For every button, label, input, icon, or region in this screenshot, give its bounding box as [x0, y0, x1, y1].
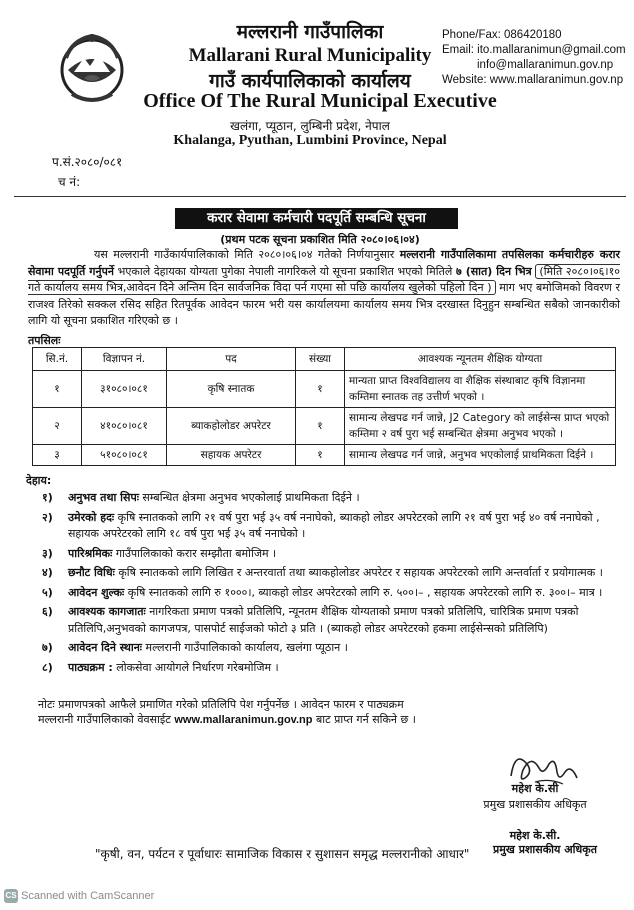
- list-item: [42, 546, 622, 563]
- row-sn: २: [33, 408, 82, 445]
- address-nepali: खलंगा, प्यूठान, लुम्बिनी प्रदेश, नेपाल: [230, 119, 390, 133]
- note-label: आवेदन शुल्कः: [68, 585, 125, 599]
- address-english: Khalanga, Pyuthan, Lumbini Province, Nepal: [173, 133, 447, 148]
- col-vigyapan: विज्ञापन नं.: [82, 348, 167, 371]
- camscanner-icon: CS: [4, 889, 18, 903]
- notice-subtitle: (प्रथम पटक सूचना प्रकाशित मिति २०८०।०६।०४): [220, 233, 420, 246]
- patra-sankhya: प.सं.२०८०/०८१: [52, 155, 123, 169]
- footnote-line2-a: मल्लरानी गाउँपालिकाको वेवसाईट: [38, 713, 171, 726]
- list-item: [42, 565, 622, 582]
- notice-p4: माग भए बमोजिमको विवरण र राजश्व तिरेको सक्कल रसिद सहित रितपूर्वक आवेदन फारम भरी यस कार्यालयमा कार्यालय समय भित्र दरखास्त दिनुहुन सम्बन्धित सबैको जानकारीको लागि यो सूचना प्रकाशित गरिएको छ ।: [28, 281, 620, 327]
- note-text: गाउँपालिकाको करार सम्झौता बमोजिम ।: [115, 546, 277, 560]
- email-primary[interactable]: Email: ito.mallaranimun@gmail.com: [442, 44, 626, 56]
- list-item: [42, 585, 622, 602]
- notice-body: [28, 247, 620, 330]
- municipality-motto: "कृषी, वन, पर्यटन र पूर्वाधारः सामाजिक विकास र सुशासन समृद्ध मल्लरानीको आधार": [95, 847, 470, 861]
- signatory-designation: प्रमुख प्रशासकीय अधिकृत: [483, 798, 587, 811]
- row-yogyata: सामान्य लेखपढ गर्न जान्ने, J2 Category को लाईसेन्स प्राप्त भएको कम्तिमा २ वर्ष पुरा भई सम्बन्धित क्षेत्रमा अनुभव भएको ।: [345, 408, 616, 445]
- notice-p2: भएकाले देहायका योग्यता पुगेका नेपाली नागरिकले यो सूचना प्रकाशित भएको मितिले: [117, 264, 453, 278]
- notes-list: [42, 490, 622, 679]
- note-label: आवेदन दिने स्थानः: [68, 641, 143, 654]
- note-label: पाठ्यक्रम :: [68, 660, 113, 674]
- note-text: नागरिकता प्रमाण पत्रको प्रतिलिपि, न्यूनतम शैक्षिक योग्यताको प्रमाण पत्रको प्रतिलिपि, चारित्रिक प्रमाण पत्रको प्रतिलिपि,अनुभवको कागजपत्र, पासपोर्ट साईजको फोटो ३ प्रति । (ब्याकहो लोडर अपरेटरको हकमा लाईसेन्सको प्रतिलिपि): [68, 605, 579, 635]
- org-name-english: Mallarani Rural Municipality: [188, 45, 432, 66]
- notice-date-box: (मिति २०८०।०६।१० गते कार्यालय समय भित्र,आवेदन दिने अन्तिम दिन सार्वजनिक विदा पर्न गएमा सो पछि कार्यालय खुलेको पहिलो दिन ): [28, 264, 621, 294]
- reference-block: [52, 152, 122, 192]
- scanner-text: Scanned with CamScanner: [21, 889, 155, 902]
- row-sankhya: १: [296, 408, 345, 445]
- row-pad: ब्याकहोलोडर अपरेटर: [167, 408, 296, 445]
- posts-table: [32, 347, 616, 466]
- list-item: [42, 640, 622, 657]
- note-number: ४): [42, 566, 53, 579]
- list-item: [42, 660, 622, 677]
- note-label: छनौट विधिः: [68, 566, 115, 579]
- footnote-line2-b: बाट प्राप्त गर्न सकिने छ ।: [315, 713, 416, 726]
- chalani-number: च नं:: [58, 175, 81, 189]
- scanner-watermark: [4, 889, 154, 903]
- dehay-label: देहाय:: [26, 474, 52, 487]
- table-header-row: [33, 348, 616, 371]
- row-vigyapan: ४१०८०।०८१: [82, 408, 167, 445]
- signatory-name: महेश के.सी: [511, 782, 559, 795]
- stamp-designation: प्रमुख प्रशासकीय अधिकृत: [493, 843, 597, 856]
- note-number: ६): [42, 605, 53, 618]
- list-item: [42, 604, 622, 637]
- office-name-english: Office Of The Rural Municipal Executive: [143, 90, 497, 112]
- note-number: १): [42, 491, 53, 504]
- footnote-line1: नोटः प्रमाणपत्रको आफैले प्रमाणित गरेको प्रतिलिपि पेश गर्नुपर्नेछ । आवेदन फारम र पाठ्यक्रम: [38, 698, 404, 711]
- notice-p1: यस मल्लरानी गाउँकार्यपालिकाको मिति २०८०।०६।०४ गतेको निर्णयानुसार: [94, 248, 395, 261]
- row-vigyapan: ३१०८०।०८१: [82, 371, 167, 408]
- note-text: कृषि स्नातकको लागि रु १०००।, ब्याकहो लोडर अपरेटरको लागि रु. ५००।– , सहायक अपरेटरको लागि रु. ३००।– मात्र ।: [127, 585, 603, 599]
- col-sankhya: संख्या: [296, 348, 345, 371]
- website[interactable]: Website: www.mallaranimun.gov.np: [442, 74, 624, 86]
- table-row: [33, 371, 616, 408]
- org-name-nepali: मल्लरानी गाउँपालिका: [236, 21, 384, 43]
- notice-deadline: ७ (सात) दिन भित्र: [455, 264, 532, 278]
- note-label: आवश्यक कागजातः: [68, 605, 146, 618]
- col-sn: सि.नं.: [33, 348, 82, 371]
- footnote-website-link[interactable]: www.mallaranimun.gov.np: [174, 714, 313, 726]
- col-yogyata: आवश्यक न्यूनतम शैक्षिक योग्यता: [345, 348, 616, 371]
- note-label: पारिश्रमिकः: [68, 546, 113, 560]
- row-sankhya: १: [296, 371, 345, 408]
- row-pad: सहायक अपरेटर: [167, 445, 296, 466]
- row-sn: १: [33, 371, 82, 408]
- notice-title: करार सेवामा कर्मचारी पदपूर्ति सम्बन्धि सूचना: [175, 208, 458, 229]
- footnote: [38, 697, 618, 728]
- header-divider: [14, 196, 626, 197]
- tapsil-label: तपसिलः: [28, 334, 61, 347]
- note-text: मल्लरानी गाउँपालिकाको कार्यालय, खलंगा प्यूठान ।: [145, 641, 348, 654]
- row-sn: ३: [33, 445, 82, 466]
- note-text: कृषि स्नातकको लागि लिखित र अन्तरवार्ता तथा ब्याकहोलोडर अपरेटर र सहायक अपरेटरको लागि अन्तर्वार्ता र प्रयोगात्मक ।: [118, 566, 603, 579]
- notice-p1-bold: मल्लरानी गाउँपालिकामा तपसिलका कर्मचारीहरु करार सेवामा पदपूर्ति गर्नुपर्ने: [28, 248, 620, 278]
- row-yogyata: मान्यता प्राप्त विश्वविद्यालय वा शैक्षिक संस्थाबाट कृषि विज्ञानमा कम्तिमा स्नातक तह उत्तीर्ण भएको ।: [345, 371, 616, 408]
- note-number: ३): [42, 546, 53, 560]
- row-pad: कृषि स्नातक: [167, 371, 296, 408]
- table-row: [33, 445, 616, 466]
- list-item: [42, 510, 622, 543]
- row-vigyapan: ५१०८०।०८१: [82, 445, 167, 466]
- note-text: कृषि स्नातकको लागि २१ वर्ष पुरा भई ३५ वर्ष ननाघेको, ब्याकहो लोडर अपरेटरको लागि २१ वर्ष पुरा भई ४० वर्ष ननाघेको , सहायक अपरेटरको लागि १८ वर्ष पुरा भई ३५ वर्ष ननाघेको ।: [68, 510, 600, 540]
- note-number: ५): [42, 585, 53, 599]
- col-pad: पद: [167, 348, 296, 371]
- note-text: सम्बन्धित क्षेत्रमा अनुभव भएकोलाई प्राथमिकता दिईने ।: [142, 491, 360, 504]
- row-sankhya: १: [296, 445, 345, 466]
- list-item: [42, 490, 622, 507]
- note-label: उमेरको हदः: [68, 510, 115, 524]
- office-name-nepali: गाउँ कार्यपालिकाको कार्यालय: [209, 70, 411, 92]
- phone-fax: Phone/Fax: 086420180: [442, 29, 562, 41]
- contact-block: [442, 28, 632, 88]
- email-secondary[interactable]: info@mallaranimun.gov.np: [477, 59, 614, 71]
- note-number: ८): [42, 660, 53, 674]
- note-text: लोकसेवा आयोगले निर्धारण गरेबमोजिम ।: [116, 660, 279, 674]
- note-label: अनुभव तथा सिपः: [68, 491, 139, 504]
- table-row: [33, 408, 616, 445]
- note-number: २): [42, 510, 53, 524]
- note-number: ७): [42, 641, 53, 654]
- row-yogyata: सामान्य लेखपढ गर्न जान्ने, अनुभव भएकोलाई प्राथमिकता दिईने ।: [345, 445, 616, 466]
- stamp-name: महेश के.सी.: [509, 829, 561, 842]
